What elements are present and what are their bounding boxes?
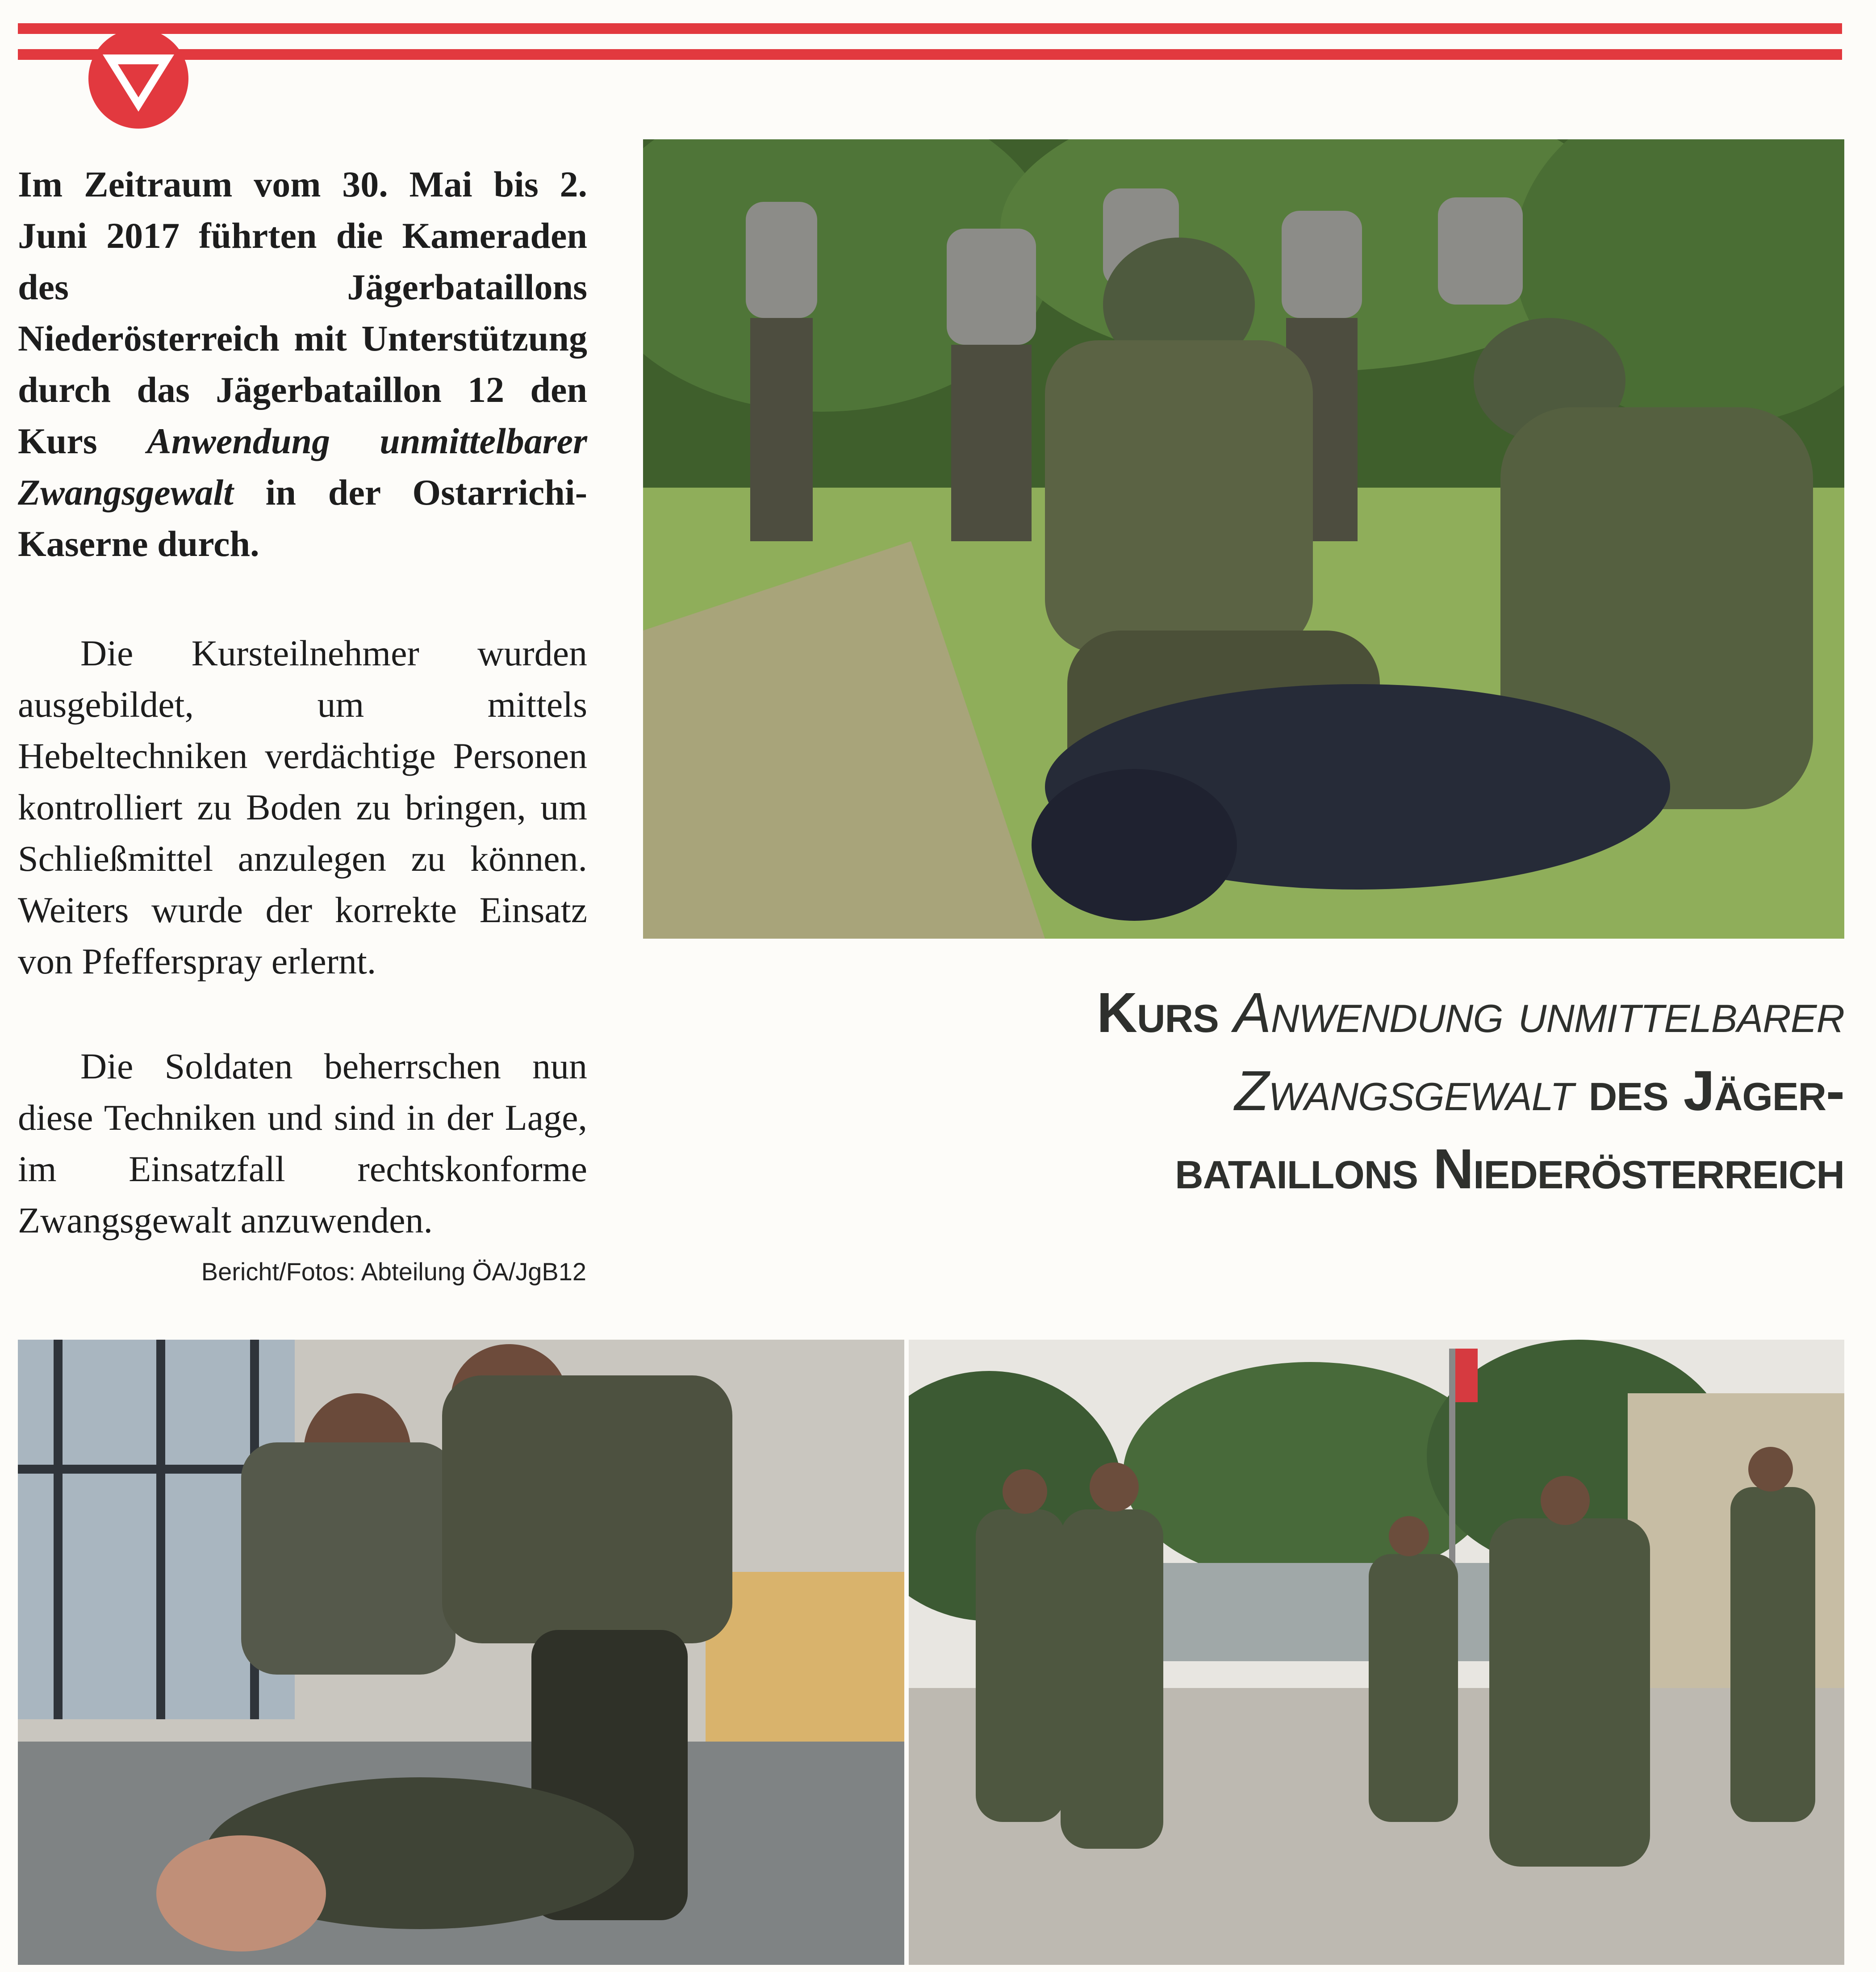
headline-unit-part1: des Jäger- — [1573, 1059, 1844, 1122]
headline-line-2 — [1234, 1059, 1844, 1122]
photo-indoor-restraint — [18, 1340, 904, 1965]
header-stripe-top — [18, 23, 1842, 34]
article-headline — [643, 973, 1844, 1208]
intro-text-end: in der Ostarrichi-Kaserne durch. — [18, 472, 587, 564]
photo-credit: Bericht/Fotos: Abteilung ÖA/JgB12 — [201, 1258, 586, 1286]
headline-unit-part2: bataillons Niederösterreich — [1175, 1137, 1844, 1200]
body-paragraph-training: Die Kursteilnehmer wurden ausgebildet, um mittels Hebeltechniken verdächtige Personen kontrolliert zu Boden zu bringen, um Schließmittel anzulegen zu können. Weiters wurde der korrekte Einsatz von Pfefferspray erlernt. — [18, 633, 587, 982]
headline-course-part2: Zwangsgewalt — [1234, 1059, 1574, 1122]
header-stripe-bottom — [18, 49, 1842, 60]
austrian-armed-forces-emblem-icon — [85, 27, 192, 130]
header-bars — [18, 23, 1842, 66]
headline-kurs: Kurs — [1097, 981, 1234, 1044]
intro-paragraph — [18, 159, 587, 569]
body-paragraph-result: Die Soldaten beherrschen nun diese Techniken und sind in der Lage, im Einsatzfall rechtskonforme Zwangsgewalt anzuwenden. — [18, 1046, 587, 1241]
headline-course-part1: Anwendung unmittelbarer — [1233, 981, 1844, 1044]
photo-arrest-on-grass — [643, 139, 1844, 939]
intro-text-start: Im Zeitraum vom 30. Mai bis 2. Juni 2017 führten die Kameraden des Jägerbataillons Niederösterreich mit Unterstützung durch das Jägerbataillon 12 den Kurs — [18, 164, 587, 461]
headline-line-1 — [1097, 981, 1844, 1044]
photo-outdoor-drill — [909, 1340, 1844, 1965]
intro-course-name: Anwendung unmittelbarer Zwangsgewalt — [18, 421, 587, 513]
headline-line-3 — [1175, 1137, 1844, 1200]
